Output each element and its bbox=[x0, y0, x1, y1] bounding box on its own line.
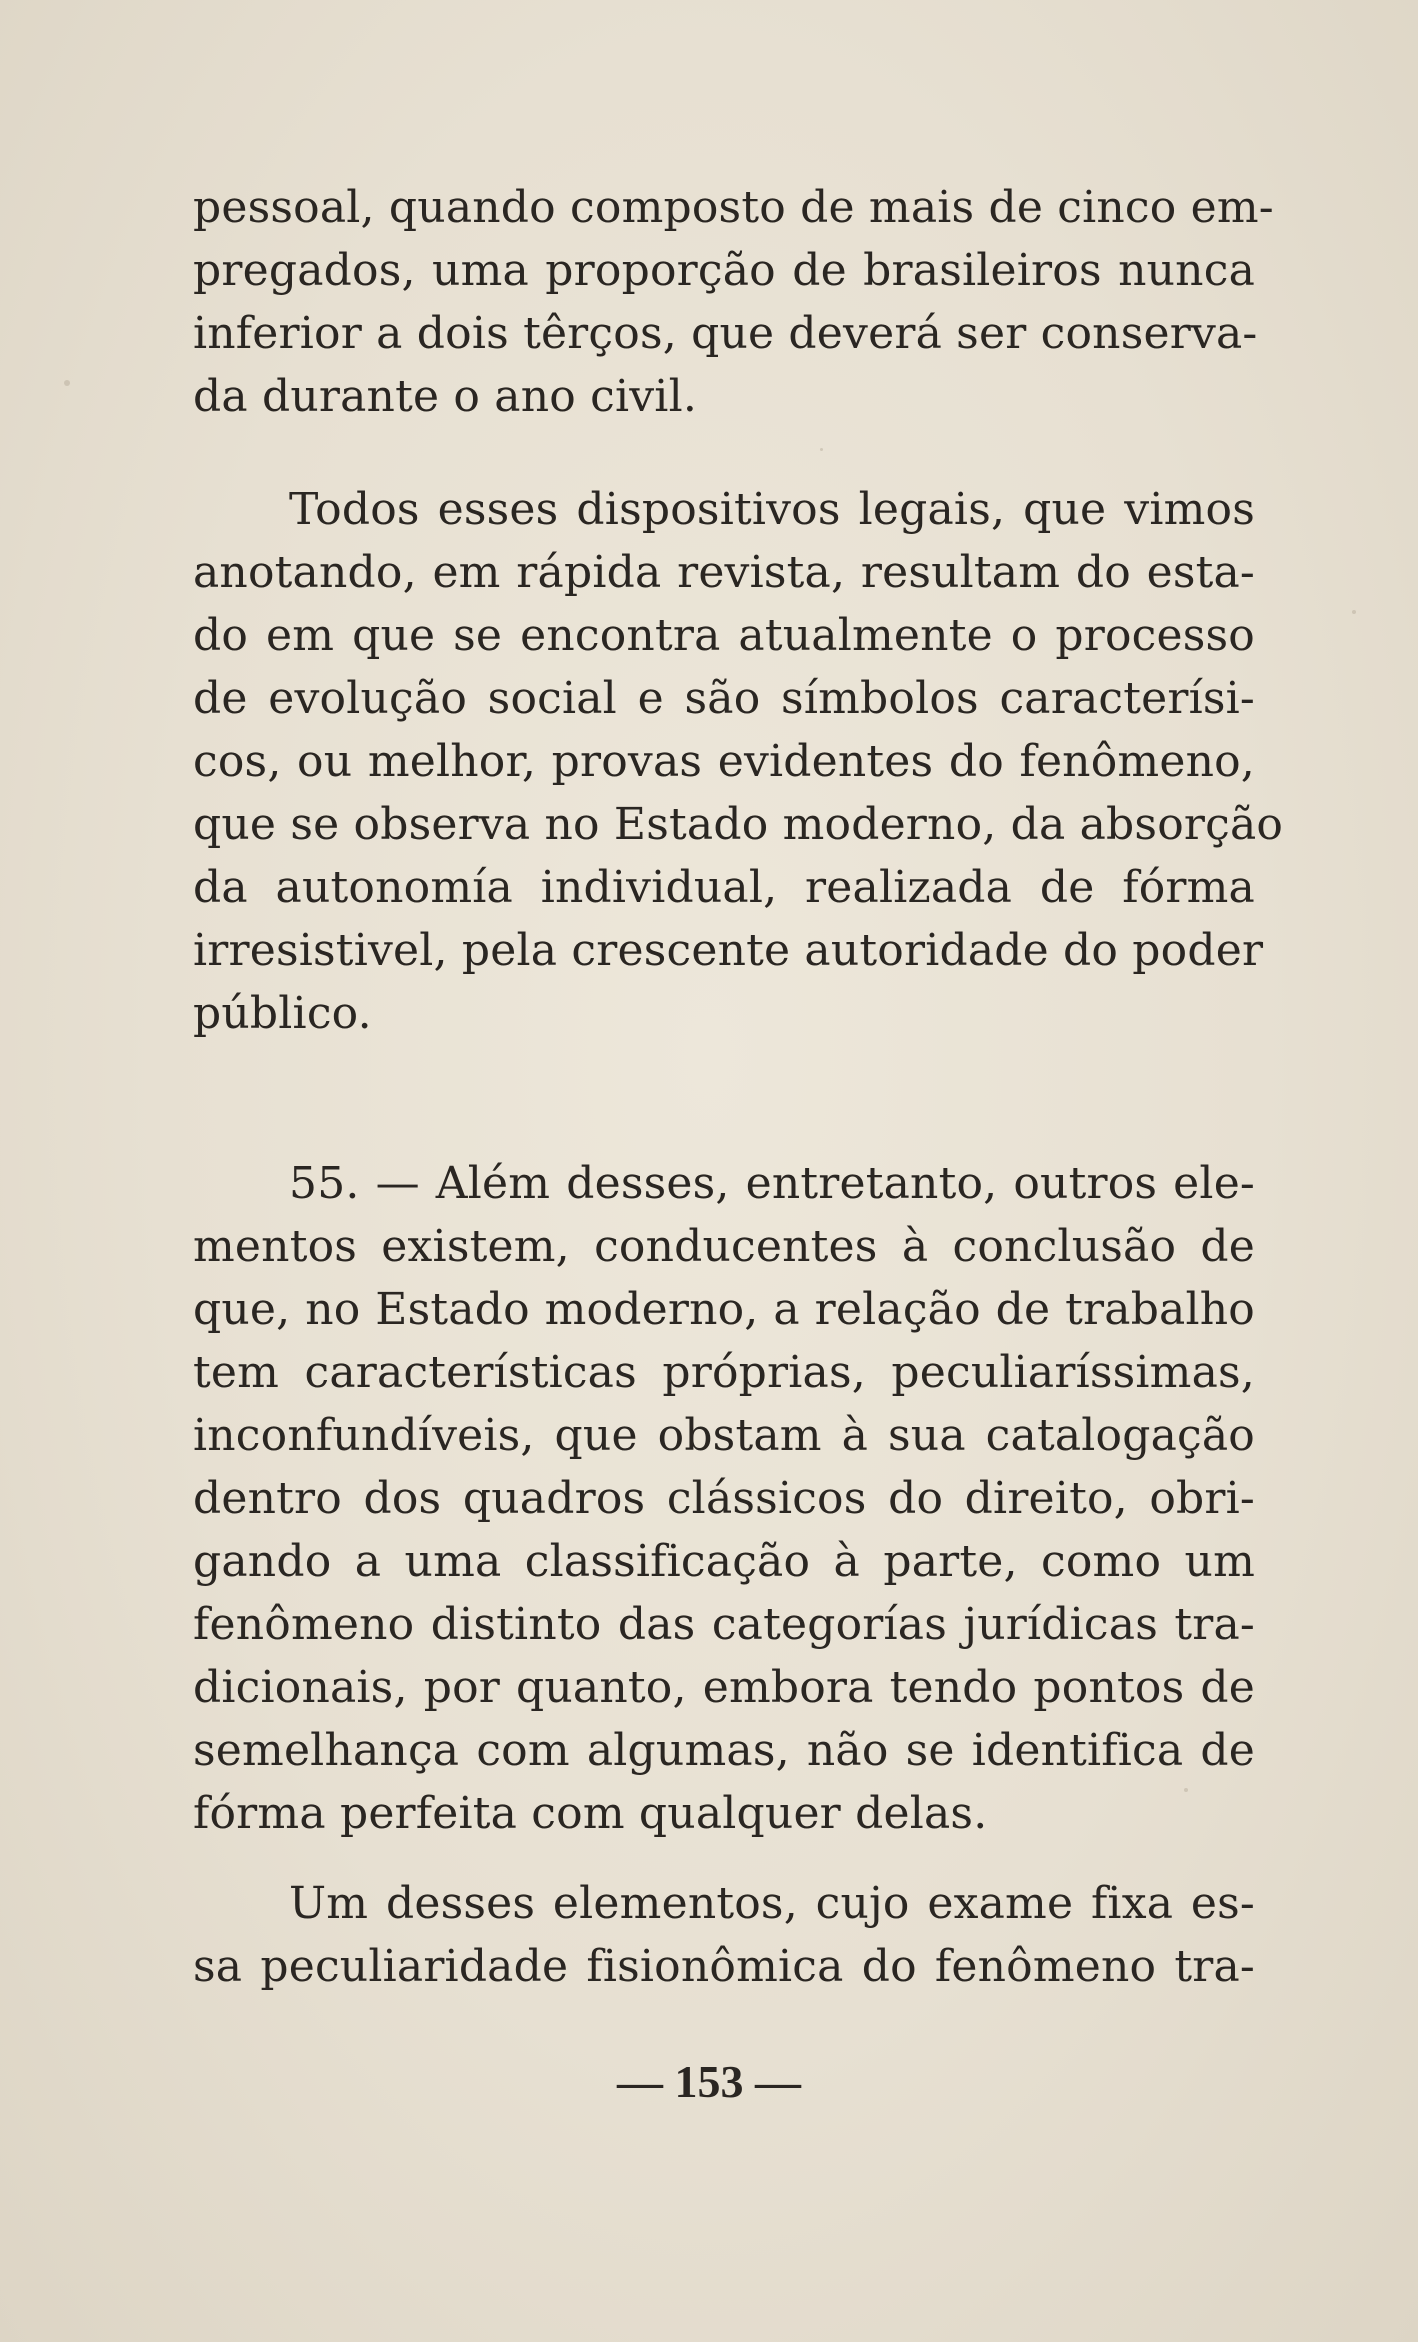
text-line: público. bbox=[193, 988, 372, 1039]
text-line: inferior a dois têrços, que deverá ser conserva- bbox=[193, 308, 1258, 359]
text-line: 55. — Além desses, entretanto, outros ele- bbox=[289, 1158, 1255, 1209]
text-line: dicionais, por quanto, embora tendo pontos de bbox=[193, 1662, 1255, 1713]
text-line: pessoal, quando composto de mais de cinco em- bbox=[193, 182, 1274, 233]
text-line: fórma perfeita com qualquer delas. bbox=[193, 1788, 988, 1839]
text-line: tem características próprias, peculiaríssimas, bbox=[193, 1347, 1255, 1398]
text-line: gando a uma classificação à parte, como um bbox=[193, 1536, 1255, 1587]
page-number: — 153 — bbox=[617, 2056, 801, 2107]
text-line: do em que se encontra atualmente o processo bbox=[193, 610, 1255, 661]
paper-speck bbox=[1352, 610, 1356, 614]
text-line: inconfundíveis, que obstam à sua catalogação bbox=[193, 1410, 1255, 1461]
text-line: dentro dos quadros clássicos do direito, obri- bbox=[193, 1473, 1255, 1524]
paragraph-dispositivos bbox=[193, 478, 1284, 1045]
text-line: que se observa no Estado moderno, da absorção bbox=[193, 799, 1284, 850]
paper-speck bbox=[820, 448, 823, 451]
text-line: pregados, uma proporção de brasileiros nunca bbox=[193, 245, 1255, 296]
paragraph-elementos bbox=[193, 1872, 1255, 1998]
paragraph-section-55 bbox=[193, 1152, 1255, 1845]
text-line: irresistivel, pela crescente autoridade do poder bbox=[193, 925, 1264, 976]
text-line: de evolução social e são símbolos caracterísi- bbox=[193, 673, 1255, 724]
text-line: anotando, em rápida revista, resultam do esta- bbox=[193, 547, 1255, 598]
text-line: semelhança com algumas, não se identifica de bbox=[193, 1725, 1255, 1776]
paper-speck bbox=[1184, 1788, 1188, 1792]
text-line: Todos esses dispositivos legais, que vimos bbox=[289, 484, 1255, 535]
paper-speck bbox=[64, 380, 70, 386]
text-line: que, no Estado moderno, a relação de trabalho bbox=[193, 1284, 1255, 1335]
text-line: sa peculiaridade fisionômica do fenômeno tra- bbox=[193, 1941, 1255, 1992]
text-line: mentos existem, conducentes à conclusão de bbox=[193, 1221, 1255, 1272]
text-line: da durante o ano civil. bbox=[193, 371, 698, 422]
paragraph-continuation bbox=[193, 176, 1274, 428]
text-line: da autonomía individual, realizada de fórma bbox=[193, 862, 1255, 913]
text-line: fenômeno distinto das categorías jurídicas tra- bbox=[193, 1599, 1255, 1650]
text-line: Um desses elementos, cujo exame fixa es- bbox=[289, 1878, 1255, 1929]
text-line: cos, ou melhor, provas evidentes do fenômeno, bbox=[193, 736, 1255, 787]
